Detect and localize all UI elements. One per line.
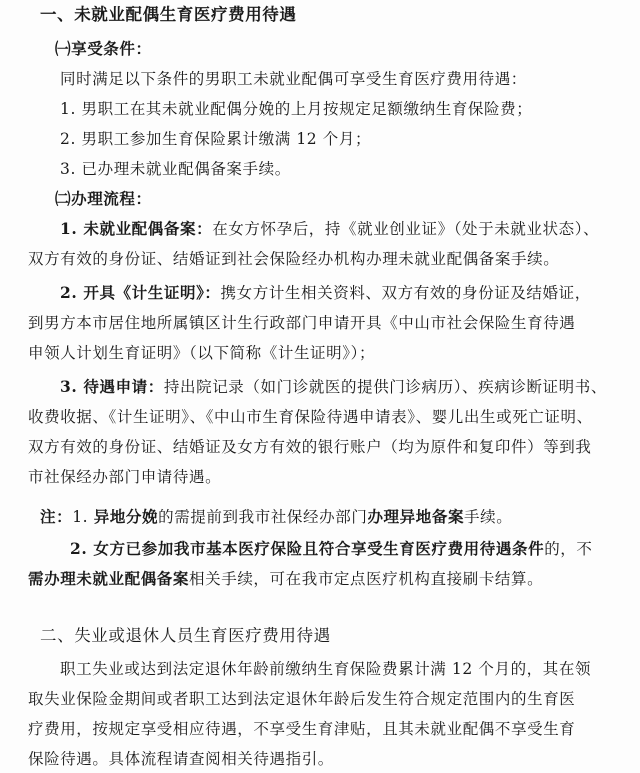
step2-label: 2. 开具《计生证明》： — [60, 283, 221, 302]
note1-mid: 的需提前到我市社保经办部门 — [158, 508, 368, 526]
step2-line1 — [60, 282, 591, 304]
note1-bold1: 异地分娩 — [93, 507, 159, 526]
section2-title: 二、失业或退休人员生育医疗费用待遇 — [40, 626, 331, 645]
note2-line2-bold: 需办理未就业配偶备案 — [28, 569, 190, 588]
step2-line3: 申领人计划生育证明》（以下简称《计生证明》）； — [28, 344, 376, 362]
section2-line-2: 取失业保险金期间或者职工达到法定退休年龄后发生符合规定范围内的生育医 — [28, 690, 576, 708]
section2-line-1: 职工失业或达到法定退休年龄前缴纳生育保险费累计满 12 个月的，其在领 — [60, 660, 592, 678]
section2-line-3: 疗费用，按规定享受相应待遇，不享受生育津贴，且其未就业配偶不享受生育 — [28, 720, 576, 738]
note1-bold2: 办理异地备案 — [367, 507, 465, 526]
step3-text: 持出院记录（如门诊就医的提供门诊病历）、疾病诊断证明书、 — [163, 378, 607, 396]
note1-num: 1. — [72, 508, 94, 526]
note-2-line2 — [28, 568, 543, 590]
sub2-heading: ㈡办理流程： — [55, 189, 152, 208]
step2-text: 携女方计生相关资料、双方有效的身份证及结婚证， — [220, 284, 591, 302]
note-label: 注： — [40, 507, 73, 526]
note2-bold: 2. 女方已参加我市基本医疗保险且符合享受生育医疗费用待遇条件 — [70, 539, 545, 558]
step3-line3: 双方有效的身份证、结婚证及女方有效的银行账户（均为原件和复印件）等到我 — [28, 438, 592, 456]
step1-line2: 双方有效的身份证、结婚证到社会保险经办机构办理未就业配偶备案手续。 — [28, 250, 560, 268]
note1-end: 手续。 — [464, 508, 513, 526]
note2-line2-end: 相关手续，可在我市定点医疗机构直接刷卡结算。 — [189, 570, 544, 588]
section2-line-4: 保险待遇。具体流程请查阅相关待遇指引。 — [28, 750, 334, 768]
sub1-item-3: 3. 已办理未就业配偶备案手续。 — [60, 160, 291, 178]
section1-title: 一、未就业配偶生育医疗费用待遇 — [40, 5, 297, 24]
step3-line4: 市社保经办部门申请待遇。 — [28, 468, 222, 486]
step3-line2: 收费收据、《计生证明》、《中山市生育保险待遇申请表》、婴儿出生或死亡证明、 — [28, 408, 593, 426]
note-2-line1 — [70, 538, 593, 560]
step1-line1 — [60, 218, 599, 240]
step3-line1 — [60, 376, 607, 398]
step1-text: 在女方怀孕后，持《就业创业证》（处于未就业状态）、 — [212, 220, 600, 238]
note2-end: 的，不 — [544, 540, 593, 558]
sub1-item-2: 2. 男职工参加生育保险累计缴满 12 个月； — [60, 130, 372, 148]
step1-label: 1. 未就业配偶备案： — [60, 219, 213, 238]
step3-label: 3. 待遇申请： — [60, 377, 164, 396]
sub1-heading: ㈠享受条件： — [55, 39, 152, 58]
note-1 — [40, 506, 512, 528]
sub1-intro: 同时满足以下条件的男职工未就业配偶可享受生育医疗费用待遇： — [60, 70, 527, 88]
step2-line2: 到男方本市居住地所属镇区计生行政部门申请开具《中山市社会保险生育待遇 — [28, 314, 576, 332]
sub1-item-1: 1. 男职工在其未就业配偶分娩的上月按规定足额缴纳生育保险费； — [60, 100, 533, 118]
